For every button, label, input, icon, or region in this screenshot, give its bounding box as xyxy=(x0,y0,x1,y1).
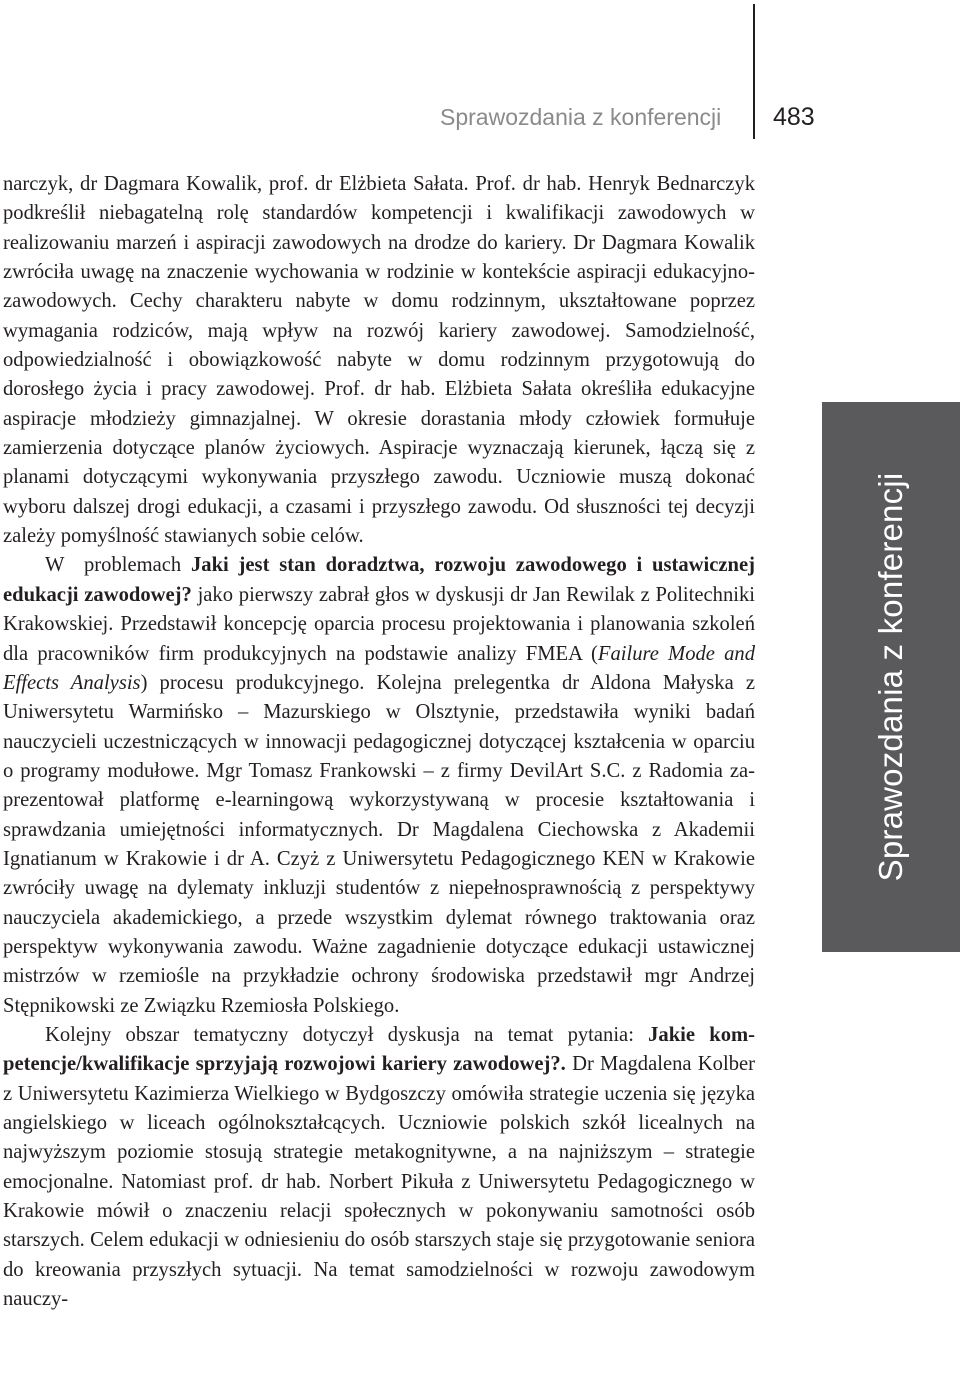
header-divider xyxy=(753,4,755,139)
bold-question: Jaki jest stan doradztwa, rozwoju zawodowego i ustawicznej edukacji zawodowej? xyxy=(3,554,756,606)
bold-question: Jakie kompetencje/kwalifikacje sprzyjają rozwojowi kariery zawodowej?. xyxy=(3,1023,755,1076)
side-tab-label: Sprawozdania z konferencji xyxy=(872,472,909,882)
text-run: Kolejny obszar tematyczny dotyczył dyskusja na temat pytania: xyxy=(45,1023,649,1046)
paragraph xyxy=(3,551,755,1021)
text-run: jako pierwszy zabrał głos w dyskusji dr Jan Rewilak z Politechniki Krakowskiej. Przedstawił koncepcję oparcia procesu projektowania i planowania szkoleń dla pracowników firm produkcyjnych na podstawie analizy FMEA ( xyxy=(3,583,755,665)
paragraph xyxy=(3,1021,755,1314)
text-run: W problemach xyxy=(45,554,191,577)
italic-term: Failure Mode and Effects Analysis xyxy=(3,642,755,694)
page-number: 483 xyxy=(773,103,815,131)
text-run: narczyk, dr Dagmara Kowalik, prof. dr Elżbieta Sałata. Prof. dr hab. Henryk Bednarczyk podkreślił niebagatelną rolę standardów kompetencji i kwalifikacji zawodowych w realizowaniu marzeń i aspiracji zawodowych na drodze do kariery. Dr Dagmara Kowalik zwróciła uwagę na znaczenie wychowania w rodzinie w kontekście aspiracji edukacyjno-zawodowych. Cechy charakteru nabyte w domu rodzinnym, ukształtowane poprzez wymagania rodziców, mają wpływ na rozwój kariery zawodowej. Samodzielność, odpowiedzialność i obowiązkowość nabyte w domu rodzinnym przygotowują do dorosłego życia i pracy zawodowej. Prof. dr hab. Elżbieta Sałata określiła edukacyjne aspiracje młodzieży gimnazjalnej. W okresie dorastania młody człowiek formułuje zamierzenia dotyczące planów życiowych. Aspiracje wyznaczają kierunek, łączą się z planami dotyczącymi wykonywania przyszłego zawodu. Uczniowie muszą dokonać wyboru dalszej drogi edukacji, a czasami i przyszłego zawodu. Od słuszności tej decyzji zależy pomyślność stawianych sobie celów. xyxy=(3,173,755,548)
text-run: ) procesu produkcyjnego. Kolejna prelegentka dr Aldona Małyska z Uniwersytetu Warmińsko – Mazurskiego w Olsztynie, przedstawiła wyniki badań nauczycieli uczestniczących w innowacji pedagogicznej dotyczącej kształcenia w oparciu o programy modułowe. Mgr Tomasz Frankowski – z firmy DevilArt S.C. z Radomia zaprezentował platformę e-learningową wykorzystywaną w procesie kształtowania i sprawdzania umiejętności informatycznych. Dr Magdalena Ciechowska z Akademii Ignatianum w Krakowie i dr A. Czyż z Uniwersytetu Pedagogicznego KEN w Krakowie zwróciły uwagę na dylematy inkluzji studentów z niepełnosprawnością z perspektywy nauczyciela akademickiego, a przede wszystkim dylemat równego traktowania oraz perspektyw wykonywania zawodu. Ważne zagadnienie dotyczące edukacji ustawicznej mistrzów w rzemiośle na przykładzie ochrony środowiska przedstawił mgr Andrzej Stępnikowski ze Związku Rzemiosła Polskiego. xyxy=(3,671,756,1017)
text-run: Dr Magdalena Kolber z Uniwersytetu Kazimierza Wielkiego w Bydgoszczy omówiła strategie uczenia się języka angielskiego w liceach ogólnokształcących. Uczniowie polskich szkół licealnych na najwyższym poziomie stosują strategie metakognitywne, a na najniższym – strategie emocjonalne. Natomiast prof. dr hab. Norbert Pikuła z Uniwersytetu Pedagogicznego w Krakowie mówił o znaczeniu relacji społecznych w pokonywaniu samotności osób starszych. Celem edukacji w odniesieniu do osób starszych staje się przygotowanie seniora do kreowania przyszłych sytuacji. Na temat samodzielności w rozwoju zawodowym nauczy- xyxy=(3,1053,755,1311)
section-side-tab xyxy=(822,402,960,952)
article-body xyxy=(3,170,755,1314)
paragraph xyxy=(3,170,755,551)
running-head-title: Sprawozdania z konferencji xyxy=(440,104,722,130)
